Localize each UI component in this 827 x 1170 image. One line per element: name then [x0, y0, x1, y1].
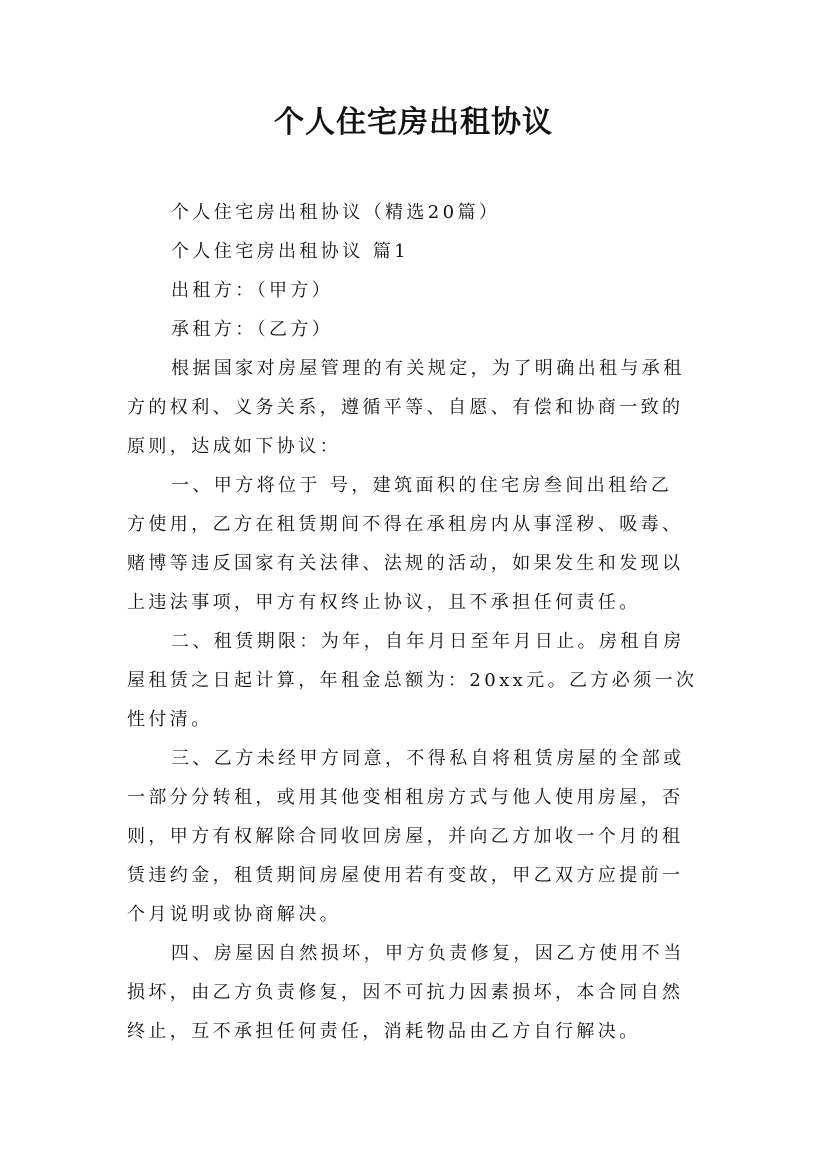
body-line: 性付清。 — [127, 709, 213, 730]
body-line: 屋租赁之日起计算，年租金总额为：20xx元。乙方必须一次 — [127, 670, 698, 691]
body-line: 一、甲方将位于 号，建筑面积的住宅房叁间出租给乙 — [171, 475, 673, 496]
document-body — [127, 193, 707, 1051]
body-line: 一部分分转租，或用其他变相租房方式与他人使用房屋，否 — [127, 787, 684, 808]
body-line: 则，甲方有权解除合同收回房屋，并向乙方加收一个月的租 — [127, 826, 684, 847]
body-line: 赌博等违反国家有关法律、法规的活动，如果发生和发现以 — [127, 553, 684, 574]
body-line: 三、乙方未经甲方同意，不得私自将租赁房屋的全部或 — [171, 748, 685, 769]
body-line: 二、租赁期限：为年，自年月日至年月日止。房租自房 — [171, 631, 685, 652]
body-line: 上违法事项，甲方有权终止协议，且不承担任何责任。 — [127, 592, 641, 613]
body-line: 出租方：（甲方） — [171, 280, 334, 301]
body-line: 承租方：（乙方） — [171, 319, 334, 340]
body-line: 个月说明或协商解决。 — [127, 904, 341, 925]
body-line: 原则，达成如下协议： — [127, 436, 341, 457]
body-line: 赁违约金，租赁期间房屋使用若有变故，甲乙双方应提前一 — [127, 865, 684, 886]
body-line: 个人住宅房出租协议（精选20篇） — [171, 202, 501, 223]
body-line: 方使用，乙方在租赁期间不得在承租房内从事淫秽、吸毒、 — [127, 514, 684, 535]
document-title: 个人住宅房出租协议 — [274, 105, 553, 140]
body-line: 终止，互不承担任何责任，消耗物品由乙方自行解决。 — [127, 1021, 641, 1042]
body-line: 根据国家对房屋管理的有关规定，为了明确出租与承租 — [171, 358, 685, 379]
body-line: 个人住宅房出租协议 篇1 — [171, 241, 409, 262]
body-line: 方的权利、义务关系，遵循平等、自愿、有偿和协商一致的 — [127, 397, 684, 418]
body-line: 四、房屋因自然损坏，甲方负责修复，因乙方使用不当 — [171, 943, 685, 964]
body-line: 损坏，由乙方负责修复，因不可抗力因素损坏，本合同自然 — [127, 982, 684, 1003]
